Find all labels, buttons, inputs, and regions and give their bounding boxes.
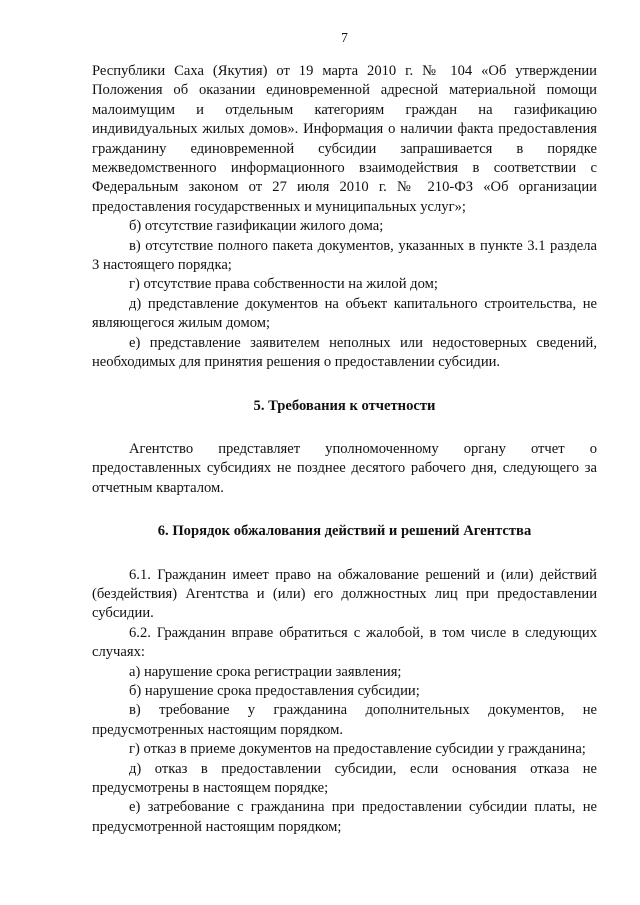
section-6-heading: 6. Порядок обжалования действий и решений Агентства [157,523,532,540]
section-6-1-paragraph: 6.1. Гражданин имеет право на обжалование решений и (или) действий (бездействия) Агентства и (или) его должностных лиц при предоставлении субсидии. [92,566,597,622]
list-item-g: г) отказ в приеме документов на предоставление субсидии у гражданина; [129,741,586,758]
list-item-g: г) отсутствие права собственности на жилой дом; [129,276,438,293]
page-number: 7 [341,30,348,45]
list-item-d: д) отказ в предоставлении субсидии, если основания отказа не предусмотрены в настоящем порядке; [92,760,597,796]
document-body [92,62,597,837]
section-5-paragraph: Агентство представляет уполномоченному органу отчет о предоставленных субсидиях не позднее десятого рабочего дня, следующего за отчетным кварталом. [92,440,597,496]
list-item-v: в) отсутствие полного пакета документов, указанных в пункте 3.1 раздела 3 настоящего порядка; [92,237,597,274]
list-item-e: е) затребование с гражданина при предоставлении субсидии платы, не предусмотренной настоящим порядком; [92,799,597,835]
list-item-a: а) нарушение срока регистрации заявления; [129,663,402,680]
list-item-b: б) нарушение срока предоставления субсидии; [129,682,420,699]
list-item-v: в) требование у гражданина дополнительных документов, не предусмотренных настоящим порядком. [92,702,597,738]
list-item-b: б) отсутствие газификации жилого дома; [129,218,384,235]
section-6-2-paragraph: 6.2. Гражданин вправе обратиться с жалобой, в том числе в следующих случаях: [92,624,597,661]
section-5-heading: 5. Требования к отчетности [253,397,436,414]
paragraph-continuation: Республики Саха (Якутия) от 19 марта 2010 г. № 104 «Об утверждении Положения об оказании единовременной адресной материальной помощи малоимущим и отдельным категориям граждан на газификацию индивидуальных жилых домов». Информация о наличии факта предоставления гражданину единовременной субсидии запрашивается в порядке межведомственного информационного взаимодействия в соответствии с Федеральным законом от 27 июля 2010 г. № 210-ФЗ «Об организации предоставления государственных и муниципальных услуг»; [92,63,597,215]
list-item-d: д) представление документов на объект капитального строительства, не являющегося жилым домом; [92,295,597,332]
list-item-e: е) представление заявителем неполных или недостоверных сведений, необходимых для принятия решения о предоставлении субсидии. [92,334,597,371]
